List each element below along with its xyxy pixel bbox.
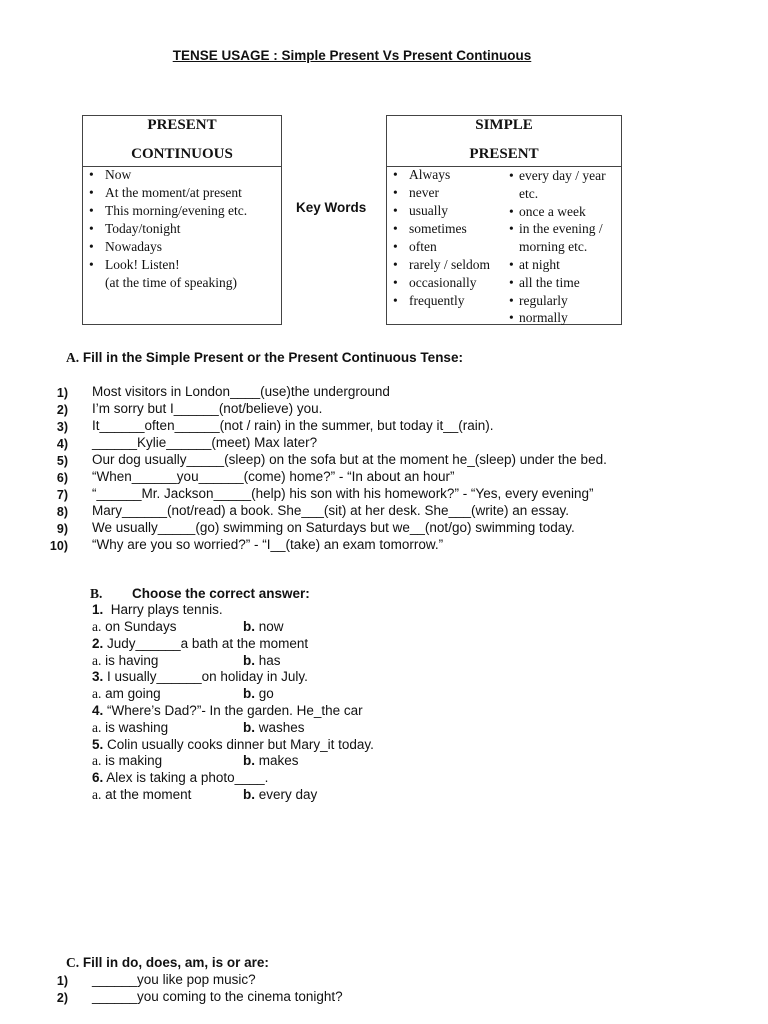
question-number: 9) bbox=[56, 522, 68, 536]
list-item: • usually bbox=[387, 202, 490, 220]
option-a-text: on Sundays bbox=[105, 619, 177, 634]
section-b-letter: B. bbox=[90, 586, 103, 601]
option-b-text: makes bbox=[258, 753, 299, 768]
question-text: Mary______(not/read) a book. She___(sit) at her desk. She___(write) an essay. bbox=[92, 503, 570, 518]
question-text: I’m sorry but I______(not/believe) you. bbox=[92, 401, 323, 416]
list-item: • all the time bbox=[509, 274, 606, 292]
option-a-label: a. bbox=[92, 686, 102, 701]
present-continuous-heading-line2: CONTINUOUS bbox=[131, 146, 233, 162]
question-number: 5. bbox=[92, 737, 104, 752]
option-a bbox=[92, 720, 168, 736]
question-text: “Why are you so worried?” - “I__(take) an exam tomorrow.” bbox=[92, 537, 444, 552]
question-number: 1. bbox=[92, 602, 104, 617]
question-number: 6. bbox=[92, 770, 104, 785]
section-a-heading bbox=[66, 350, 463, 366]
question-text bbox=[92, 669, 308, 684]
option-a bbox=[92, 787, 191, 803]
option-a-label: a. bbox=[92, 653, 102, 668]
option-a-label: a. bbox=[92, 787, 102, 802]
question-text bbox=[92, 770, 268, 785]
question-body: Judy______a bath at the moment bbox=[107, 636, 309, 651]
option-a-text: is making bbox=[105, 753, 163, 768]
list-item: • occasionally bbox=[387, 274, 490, 292]
section-a-title: Fill in the Simple Present or the Present Continuous Tense: bbox=[82, 350, 463, 365]
option-a-label: a. bbox=[92, 619, 102, 634]
option-b bbox=[243, 787, 317, 802]
question-body: I usually______on holiday in July. bbox=[107, 669, 308, 684]
question-text: It______often______(not / rain) in the summer, but today it__(rain). bbox=[92, 418, 494, 433]
option-a-text: is washing bbox=[105, 720, 169, 735]
question-text: “______Mr. Jackson_____(help) his son with his homework?” - “Yes, every evening” bbox=[92, 486, 594, 501]
question-number: 2) bbox=[56, 403, 68, 417]
simple-present-box bbox=[386, 115, 622, 325]
question-text: ______Kylie______(meet) Max later? bbox=[92, 435, 318, 450]
list-item: • Now bbox=[83, 166, 247, 184]
option-a-text: at the moment bbox=[105, 787, 192, 802]
list-item: • Today/tonight bbox=[83, 220, 247, 238]
option-b bbox=[243, 720, 305, 735]
simple-present-time-expressions-list bbox=[509, 167, 606, 327]
option-b bbox=[243, 619, 284, 634]
list-item: (at the time of speaking) bbox=[105, 275, 237, 290]
question-text: “When______you______(come) home?” - “In about an hour” bbox=[92, 469, 455, 484]
option-a bbox=[92, 686, 161, 702]
page-title: TENSE USAGE : Simple Present Vs Present Continuous bbox=[172, 48, 532, 63]
question-number: 2. bbox=[92, 636, 104, 651]
question-text bbox=[92, 636, 308, 651]
list-item: • often bbox=[387, 238, 490, 256]
option-b-text: every day bbox=[258, 787, 318, 802]
section-c-title: Fill in do, does, am, is or are: bbox=[82, 955, 269, 970]
question-body: Colin usually cooks dinner but Mary_it today. bbox=[107, 737, 374, 752]
option-b bbox=[243, 686, 274, 701]
option-b-label: b. bbox=[243, 619, 255, 634]
question-number: 8) bbox=[56, 505, 68, 519]
question-text bbox=[92, 737, 374, 752]
list-item: • in the evening / bbox=[509, 220, 606, 238]
question-text: We usually_____(go) swimming on Saturdays but we__(not/go) swimming today. bbox=[92, 520, 575, 535]
option-b-label: b. bbox=[243, 787, 255, 802]
list-item: • every day / year bbox=[509, 167, 606, 185]
option-a-text: is having bbox=[105, 653, 159, 668]
list-item: • This morning/evening etc. bbox=[83, 202, 247, 220]
list-item: • rarely / seldom bbox=[387, 256, 490, 274]
question-text bbox=[92, 602, 223, 617]
simple-present-heading-line1: SIMPLE bbox=[475, 117, 533, 133]
question-number: 4) bbox=[56, 437, 68, 451]
question-number: 1) bbox=[56, 386, 68, 400]
section-c-heading bbox=[66, 955, 269, 971]
question-body: “Where’s Dad?”- In the garden. He_the car bbox=[107, 703, 363, 718]
option-a-label: a. bbox=[92, 753, 102, 768]
list-item: • never bbox=[387, 184, 490, 202]
list-item: • normally bbox=[509, 309, 606, 327]
present-continuous-list bbox=[83, 166, 247, 292]
option-b-label: b. bbox=[243, 653, 255, 668]
simple-present-adverbs-list bbox=[387, 166, 490, 310]
list-item: • At the moment/at present bbox=[83, 184, 247, 202]
list-item: • frequently bbox=[387, 292, 490, 310]
list-item: • once a week bbox=[509, 203, 606, 221]
list-item: • at night bbox=[509, 256, 606, 274]
present-continuous-box bbox=[82, 115, 282, 325]
section-a-letter: A. bbox=[66, 350, 80, 365]
question-number: 4. bbox=[92, 703, 104, 718]
question-number: 10) bbox=[49, 539, 68, 553]
present-continuous-heading-line1: PRESENT bbox=[147, 117, 217, 133]
option-b-text: now bbox=[258, 619, 284, 634]
option-b-text: has bbox=[258, 653, 281, 668]
option-a-label: a. bbox=[92, 720, 102, 735]
option-a bbox=[92, 753, 162, 769]
list-item: • Look! Listen! bbox=[83, 256, 247, 274]
question-number: 3) bbox=[56, 420, 68, 434]
simple-present-heading-line2: PRESENT bbox=[469, 146, 539, 162]
key-words-label: Key Words bbox=[296, 200, 367, 215]
question-text: Our dog usually_____(sleep) on the sofa but at the moment he_(sleep) under the bed. bbox=[92, 452, 607, 467]
question-number: 3. bbox=[92, 669, 104, 684]
option-b-text: go bbox=[258, 686, 274, 701]
question-number: 7) bbox=[56, 488, 68, 502]
option-b-label: b. bbox=[243, 686, 255, 701]
section-b-title: Choose the correct answer: bbox=[132, 586, 310, 601]
option-b-label: b. bbox=[243, 720, 255, 735]
option-b bbox=[243, 753, 299, 768]
option-a bbox=[92, 619, 176, 635]
list-item: • Nowadays bbox=[83, 238, 247, 256]
question-text: Most visitors in London____(use)the underground bbox=[92, 384, 390, 399]
question-body: Alex is taking a photo____. bbox=[106, 770, 269, 785]
question-number: 6) bbox=[56, 471, 68, 485]
list-item: • regularly bbox=[509, 292, 606, 310]
question-number: 1) bbox=[56, 974, 68, 988]
list-item: etc. bbox=[519, 185, 539, 201]
question-body: Harry plays tennis. bbox=[110, 602, 223, 617]
option-a-text: am going bbox=[105, 686, 161, 701]
question-number: 5) bbox=[56, 454, 68, 468]
question-text: ______you coming to the cinema tonight? bbox=[92, 989, 343, 1004]
option-b bbox=[243, 653, 281, 668]
option-b-label: b. bbox=[243, 753, 255, 768]
list-item: • Always bbox=[387, 166, 490, 184]
section-c-letter: C. bbox=[66, 955, 80, 970]
question-text bbox=[92, 703, 363, 718]
list-item: • sometimes bbox=[387, 220, 490, 238]
list-item: morning etc. bbox=[519, 239, 588, 255]
section-b-heading bbox=[90, 586, 310, 602]
question-text: ______you like pop music? bbox=[92, 972, 256, 987]
option-b-text: washes bbox=[258, 720, 305, 735]
question-number: 2) bbox=[56, 991, 68, 1005]
option-a bbox=[92, 653, 158, 669]
